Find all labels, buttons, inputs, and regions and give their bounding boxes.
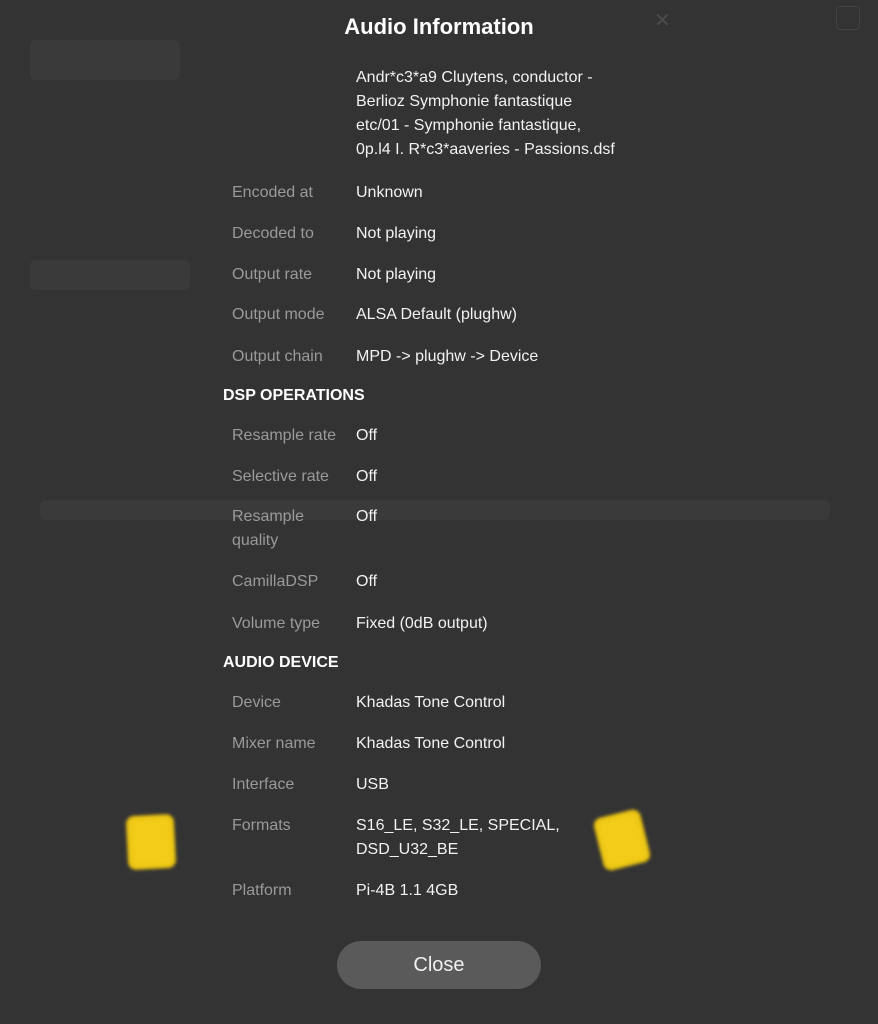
- row-value: Khadas Tone Control: [356, 735, 506, 752]
- row-label: Mixer name: [232, 735, 316, 752]
- filename-line: Berlioz Symphonie fantastique: [356, 93, 573, 110]
- row-value: ALSA Default (plughw): [356, 306, 517, 323]
- row-value-line: DSD_U32_BE: [356, 841, 459, 858]
- section-heading-audio-device: AUDIO DEVICE: [223, 654, 339, 671]
- row-value: Fixed (0dB output): [356, 615, 488, 632]
- row-value: Pi-4B 1.1 4GB: [356, 882, 459, 899]
- row-label: Resample rate: [232, 427, 337, 444]
- row-value: Off: [356, 573, 378, 590]
- row-value: USB: [356, 776, 389, 793]
- row-label: Selective rate: [232, 468, 329, 485]
- row-label: Output mode: [232, 306, 325, 323]
- row-label-line: Resample: [232, 508, 305, 525]
- sticky-note-left: [126, 814, 177, 870]
- row-label: Platform: [232, 882, 292, 899]
- row-value: Khadas Tone Control: [356, 694, 506, 711]
- row-value-line: S16_LE, S32_LE, SPECIAL,: [356, 817, 560, 834]
- row-value: Off: [356, 427, 378, 444]
- row-value: MPD -> plughw -> Device: [356, 348, 539, 365]
- row-label: Decoded to: [232, 225, 314, 242]
- dialog-title: Audio Information: [344, 14, 534, 39]
- filename-line: Andr*c3*a9 Cluytens, conductor -: [356, 69, 593, 86]
- row-label: Interface: [232, 776, 295, 793]
- row-label-line: quality: [232, 532, 279, 549]
- row-label: CamillaDSP: [232, 573, 319, 590]
- close-button[interactable]: Close: [337, 941, 541, 989]
- row-value: Off: [356, 508, 378, 525]
- row-label: Output rate: [232, 266, 313, 283]
- row-value: Not playing: [356, 225, 437, 242]
- background-close-icon: ✕: [654, 10, 671, 32]
- filename-line: 0p.l4 I. R*c3*aaveries - Passions.dsf: [356, 141, 615, 158]
- section-heading-dsp: DSP OPERATIONS: [223, 387, 365, 404]
- row-value: Not playing: [356, 266, 437, 283]
- filename-line: etc/01 - Symphonie fantastique,: [356, 117, 582, 134]
- row-label: Device: [232, 694, 281, 711]
- row-label: Output chain: [232, 348, 323, 365]
- row-value: Unknown: [356, 184, 423, 201]
- row-label: Encoded at: [232, 184, 313, 201]
- row-label: [232, 505, 352, 553]
- row-label: Volume type: [232, 615, 321, 632]
- row-value: Off: [356, 468, 378, 485]
- row-label: Formats: [232, 817, 291, 834]
- track-filename: [356, 66, 656, 162]
